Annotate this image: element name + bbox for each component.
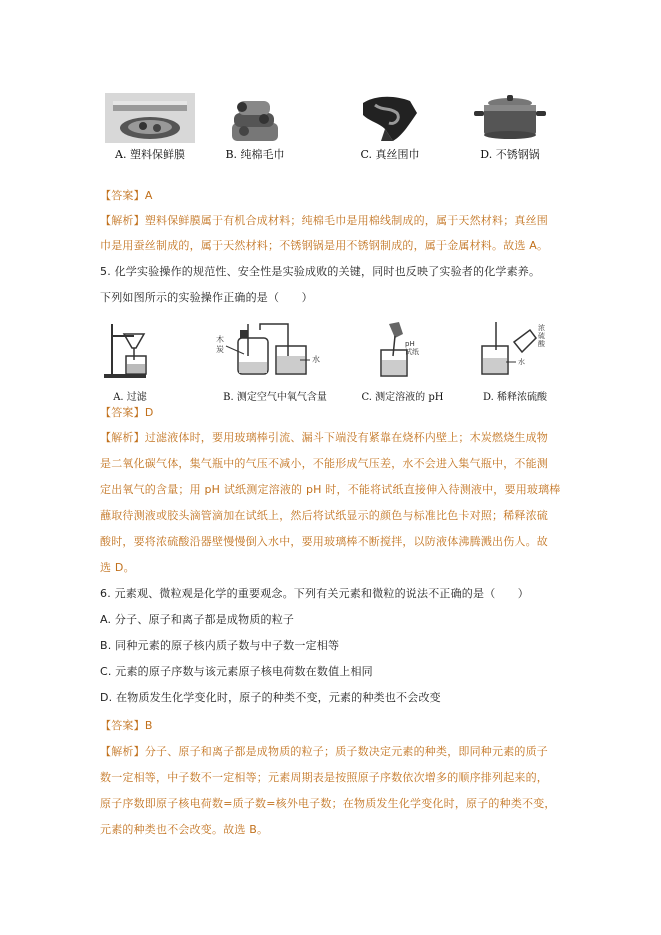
q4-analysis-line-2: 巾是用蚕丝制成的，属于天然材料；不锈钢锅是用不锈钢制成的，属于金属材料。故选 A。 — [100, 239, 549, 252]
analysis-label: 【解析】 — [100, 745, 145, 758]
oxygen-measure-icon — [210, 320, 340, 382]
ph-label: pH — [405, 340, 415, 348]
option-b-caption: B. 纯棉毛巾 — [225, 148, 285, 161]
answer-value: D — [144, 406, 154, 419]
water-label: 水 — [518, 358, 525, 366]
q5-image-row — [100, 320, 560, 402]
q6-answer — [100, 718, 570, 734]
q6-option-b: B. 同种元素的原子核内质子数与中子数一定相等 — [100, 639, 340, 652]
option-d-image — [460, 93, 560, 162]
option-d-caption: D. 稀释浓硫酸 — [482, 392, 548, 403]
option-d-experiment — [470, 320, 560, 403]
ph-test-icon — [355, 320, 450, 382]
option-a-caption: A. 塑料保鲜膜 — [115, 148, 185, 161]
answer-label: 【答案】 — [100, 719, 145, 732]
dilute-acid-icon — [470, 320, 560, 382]
q6-option-d: D. 在物质发生化学变化时，原子的种类不变，元素的种类也不会改变 — [100, 691, 441, 704]
option-b-experiment — [210, 320, 340, 403]
option-c-caption: C. 真丝围巾 — [360, 148, 420, 161]
q6-option-a: A. 分子、原子和离子都是成物质的粒子 — [100, 613, 295, 626]
conc-label-3: 酸 — [538, 340, 545, 348]
analysis-label: 【解析】 — [100, 431, 145, 444]
q6-stem: 6. 元素观、微粒观是化学的重要观念。下列有关元素和微粒的说法不正确的是（ ） — [100, 587, 529, 600]
q5-answer — [100, 405, 570, 421]
option-b-image — [205, 93, 305, 162]
silk-scarf-icon — [355, 93, 425, 143]
q5-analysis-line-5: 酸时，要将浓硫酸沿器壁慢慢倒入水中，要用玻璃棒不断搅拌，以防液体沸腾溅出伤人。故 — [100, 535, 548, 548]
cotton-towel-icon — [220, 93, 290, 143]
option-b-caption: B. 测定空气中氧气含量 — [223, 392, 327, 403]
q5-analysis-line-1: 【解析】过滤液体时，要用玻璃棒引流、漏斗下端没有紧靠在烧杯内壁上；木炭燃烧生成物 — [100, 431, 549, 444]
q4-analysis-line-1: 【解析】塑料保鲜膜属于有机合成材料；纯棉毛巾是用棉线制成的，属于天然材料；真丝围 — [100, 214, 549, 227]
q5-analysis-line-2: 是二氧化碳气体，集气瓶中的气压不减小，不能形成气压差，水不会进入集气瓶中，不能测 — [100, 457, 548, 470]
option-c-image — [340, 93, 440, 162]
q6-option-c: C. 元素的原子序数与该元素原子核电荷数在数值上相同 — [100, 665, 373, 678]
answer-label: 【答案】 — [100, 189, 145, 202]
q5-analysis-line-4: 蘸取待测液或胶头滴管滴加在试纸上，然后将试纸显示的颜色与标准比色卡对照；稀释浓硫 — [100, 509, 548, 522]
charcoal-label-2: 炭 — [216, 345, 224, 354]
analysis-label: 【解析】 — [100, 214, 145, 227]
q5-stem-line-1: 5. 化学实验操作的规范性、安全性是实验成败的关键，同时也反映了实验者的化学素养。 — [100, 265, 541, 278]
option-a-image — [100, 93, 200, 162]
q4-answer — [100, 188, 570, 204]
option-a-caption: A. 过滤 — [113, 392, 147, 403]
q6-analysis-line-1: 【解析】分子、原子和离子都是成物质的粒子；质子数决定元素的种类，即同种元素的质子 — [100, 745, 549, 758]
q6-analysis-line-3: 原子序数即原子核电荷数=质子数=核外电子数；在物质发生化学变化时，原子的种类不变， — [100, 797, 556, 810]
option-a-experiment — [100, 320, 160, 403]
option-d-caption: D. 不锈钢锅 — [480, 148, 540, 161]
water-label: 水 — [312, 355, 320, 364]
steel-pot-icon — [470, 93, 550, 143]
conc-label-2: 硫 — [538, 332, 545, 340]
option-c-experiment — [355, 320, 450, 403]
answer-label: 【答案】 — [100, 406, 145, 419]
option-c-caption: C. 测定溶液的 pH — [361, 392, 444, 403]
q4-image-row — [100, 93, 560, 173]
plastic-wrap-icon — [105, 93, 195, 143]
answer-value: A — [144, 189, 153, 202]
q5-stem-line-2: 下列如图所示的实验操作正确的是（ ） — [100, 291, 313, 304]
answer-value: B — [144, 719, 153, 732]
charcoal-label-1: 木 — [216, 335, 224, 344]
q6-analysis-line-4: 元素的种类也不会改变。故选 B。 — [100, 823, 269, 836]
q6-analysis-line-2: 数一定相等，中子数不一定相等；元素周期表是按照原子序数依次增多的顺序排列起来的， — [100, 771, 548, 784]
q5-analysis-line-3: 定出氧气的含量；用 pH 试纸测定溶液的 pH 时，不能将试纸直接伸入待测液中，要用玻璃棒 — [100, 483, 561, 496]
filtration-icon — [100, 320, 160, 382]
q5-analysis-line-6: 选 D。 — [100, 561, 135, 574]
test-paper-label: 试纸 — [405, 348, 419, 356]
conc-label-1: 浓 — [538, 324, 545, 332]
